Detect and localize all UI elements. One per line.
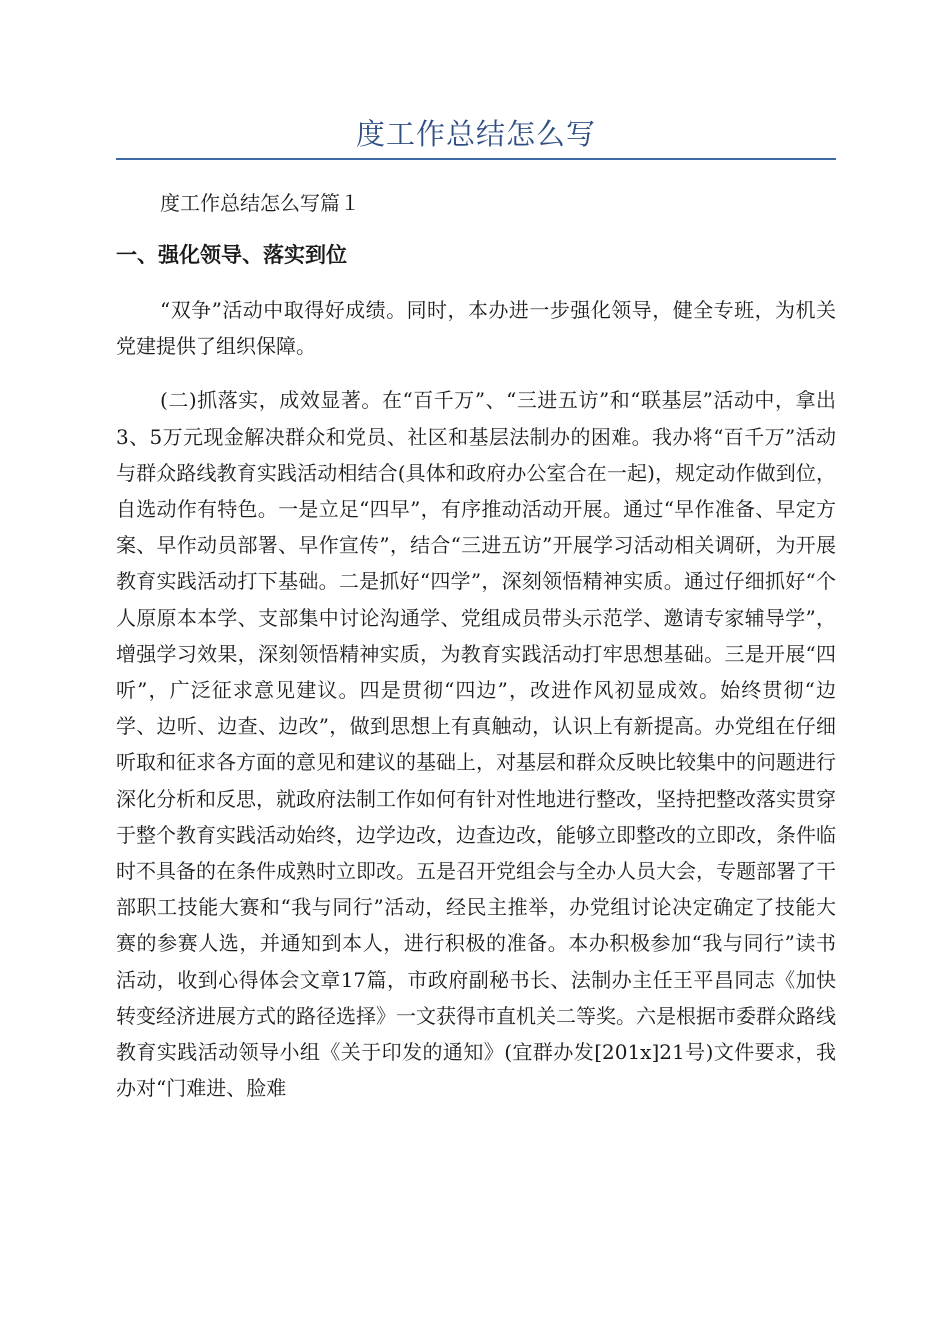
title-underline (116, 158, 836, 160)
document-page (116, 0, 836, 1106)
document-title: 度工作总结怎么写 (355, 117, 596, 151)
document-subtitle: 度工作总结怎么写篇１ (160, 191, 360, 215)
section-heading: 一、强化领导、落实到位 (116, 243, 347, 267)
paragraph-1: “双争”活动中取得好成绩。同时，本办进一步强化领导，健全专班，为机关党建提供了组织保障。 (116, 298, 836, 359)
paragraph-2: (二)抓落实，成效显著。在“百千万”、“三进五访”和“联基层”活动中，拿出3、5万元现金解决群众和党员、社区和基层法制办的困难。我办将“百千万”活动与群众路线教育实践活动相结合(具体和政府办公室合在一起)，规定动作做到位，自选动作有特色。一是立足“四早”，有序推动活动开展。通过“早作准备、早定方案、早作动员部署、早作宣传”，结合“三进五访”开展学习活动相关调研，为开展教育实践活动打下基础。二是抓好“四学”，深刻领悟精神实质。通过仔细抓好“个人原原本本学、支部集中讨论沟通学、党组成员带头示范学、邀请专家辅导学”，增强学习效果，深刻领悟精神实质，为教育实践活动打牢思想基础。三是开展“四听”，广泛征求意见建议。四是贯彻“四边”，改进作风初显成效。始终贯彻“边学、边听、边查、边改”，做到思想上有真触动，认识上有新提高。办党组在仔细听取和征求各方面的意见和建议的基础上，对基层和群众反映比较集中的问题进行深化分析和反思，就政府法制工作如何有针对性地进行整改，坚持把整改落实贯穿于整个教育实践活动始终，边学边改，边查边改，能够立即整改的立即改，条件临时不具备的在条件成熟时立即改。五是召开党组会与全办人员大会，专题部署了干部职工技能大赛和“我与同行”活动，经民主推举，办党组讨论决定确定了技能大赛的参赛人选，并通知到本人，进行积极的准备。本办积极参加“我与同行”读书活动，收到心得体会文章17篇，市政府副秘书长、法制办主任王平昌同志《加快转变经济进展方式的路径选择》一文获得市直机关二等奖。六是根据市委群众路线教育实践活动领导小组《关于印发的通知》(宜群办发[201x]21号)文件要求，我办对“门难进、脸难 (116, 388, 836, 1101)
